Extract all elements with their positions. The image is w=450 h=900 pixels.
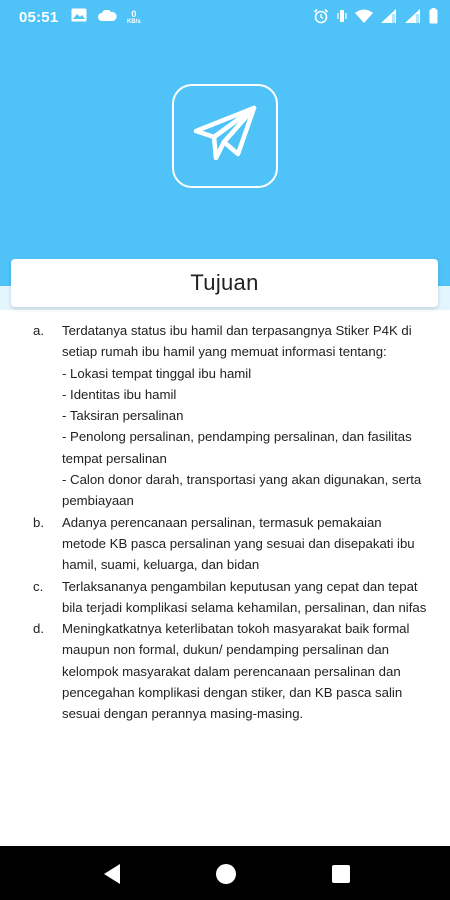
image-icon <box>71 8 87 27</box>
list-item <box>33 576 428 619</box>
paper-plane-icon <box>192 104 258 169</box>
back-icon[interactable] <box>102 863 122 890</box>
battery-icon <box>429 8 438 29</box>
signal-2-icon <box>405 9 421 28</box>
alarm-icon <box>313 8 329 29</box>
list-item-text: Adanya perencanaan persalinan, termasuk pemakaian metode KB pasca persalinan yang sesuai dan disepakati ibu hamil, suami, keluarga, dan bidan <box>62 514 415 573</box>
home-icon[interactable] <box>215 863 237 890</box>
net-speed-indicator <box>127 10 141 26</box>
sub-list-item: - Taksiran persalinan <box>62 408 184 424</box>
navigation-bar <box>0 846 450 900</box>
app-logo <box>172 84 278 188</box>
signal-icon <box>381 9 397 28</box>
goals-list <box>33 320 428 725</box>
list-item <box>33 320 428 512</box>
sub-list-item: - Penolong persalinan, pendamping persalinan, dan fasilitas tempat persalinan <box>62 429 412 466</box>
status-time: 05:51 <box>19 9 59 26</box>
title-card <box>11 259 438 307</box>
list-item <box>33 618 428 724</box>
list-item-text: Terdatanya status ibu hamil dan terpasangnya Stiker P4K di setiap rumah ibu hamil yang memuat informasi tentang: <box>62 323 412 360</box>
wifi-icon <box>355 9 373 28</box>
list-item-text: Meningkatkatnya keterlibatan tokoh masyarakat baik formal maupun non formal, dukun/ pendamping persalinan dan kelompok masyarakat dalam perencanaan persalinan dan pencegahan komplikasi dengan stiker, dan KB pasca salin sesuai dengan perannya masing-masing. <box>62 621 410 722</box>
list-item-body <box>62 320 428 512</box>
list-marker: b. <box>33 514 44 530</box>
status-right-icons <box>313 8 438 29</box>
list-marker: c. <box>33 578 44 594</box>
sub-list-item: - Identitas ibu hamil <box>62 386 177 402</box>
list-item-text: Terlaksananya pengambilan keputusan yang cepat dan tepat bila terjadi komplikasi selama kehamilan, persalinan, dan nifas <box>62 578 427 615</box>
net-speed-unit: KB/s <box>127 18 141 25</box>
net-speed-value: 0 <box>131 8 137 19</box>
sub-list-item: - Lokasi tempat tinggal ibu hamil <box>62 365 252 381</box>
list-marker: d. <box>33 621 44 637</box>
list-item <box>33 512 428 576</box>
recents-icon[interactable] <box>331 864 351 889</box>
cloud-icon <box>97 9 117 27</box>
list-marker: a. <box>33 323 44 338</box>
page-title: Tujuan <box>190 270 259 295</box>
header-banner <box>0 34 450 286</box>
sub-list-item: - Calon donor darah, transportasi yang akan digunakan, serta pembiayaan <box>62 472 422 509</box>
vibrate-icon <box>337 8 347 29</box>
status-bar <box>0 0 450 34</box>
status-left-icons <box>71 8 141 27</box>
sub-list <box>62 363 428 512</box>
